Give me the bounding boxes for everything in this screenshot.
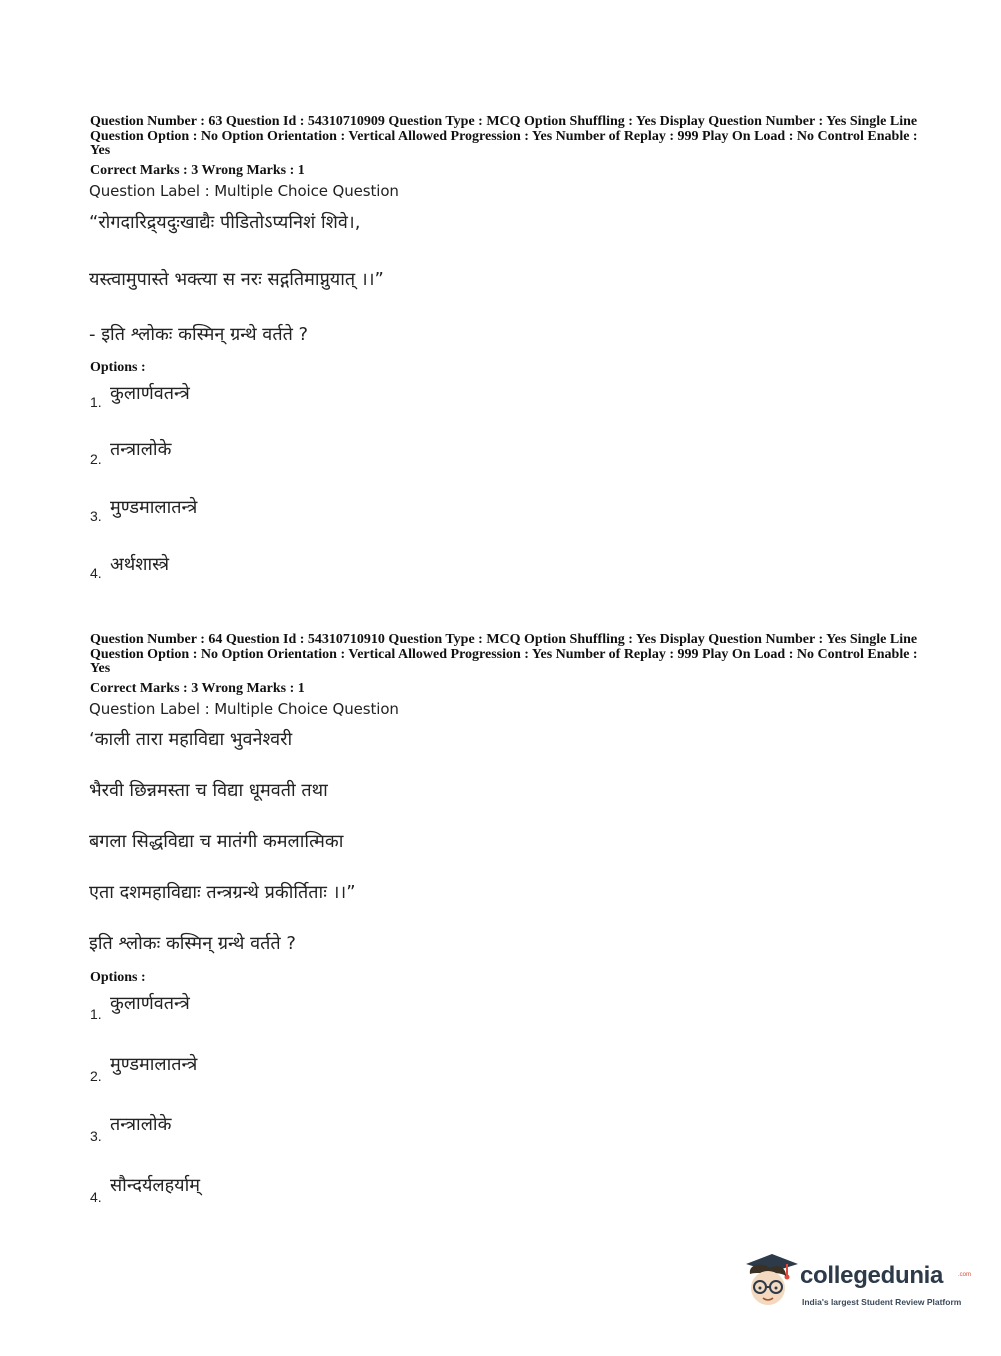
question-64-marks: Correct Marks : 3 Wrong Marks : 1 [90, 681, 305, 696]
question-63-option-2[interactable]: तन्त्रालोके [110, 439, 172, 460]
question-63-option-3-number: 3. [90, 508, 102, 524]
question-64-option-1-number: 1. [90, 1006, 102, 1022]
brand-name: collegedunia [800, 1262, 944, 1289]
question-63-line-1: “रोगदारिद्र्यदुःखाद्यैः पीडितोऽप्यनिशं शिवे।, [89, 212, 361, 233]
question-63-label: Question Label : Multiple Choice Question [89, 182, 399, 200]
question-64-option-3[interactable]: तन्त्रालोके [110, 1114, 172, 1135]
mascot-logo-icon [740, 1250, 800, 1312]
question-64-options-heading: Options : [90, 970, 146, 985]
question-64-option-4[interactable]: सौन्दर्यलहर्याम् [110, 1175, 201, 1196]
question-64-line-2: भैरवी छिन्नमस्ता च विद्या धूमवती तथा [89, 780, 328, 801]
question-64-line-5: इति श्लोकः कस्मिन् ग्रन्थे वर्तते ? [89, 933, 296, 954]
question-64-option-3-number: 3. [90, 1128, 102, 1144]
brand-suffix: .com [958, 1272, 972, 1278]
question-64-line-1: ‘काली तारा महाविद्या भुवनेश्वरी [89, 729, 293, 750]
question-63-marks: Correct Marks : 3 Wrong Marks : 1 [90, 163, 305, 178]
question-63-option-3[interactable]: मुण्डमालातन्त्रे [110, 497, 198, 518]
brand-tagline: India's largest Student Review Platform [802, 1297, 962, 1307]
question-63-option-4-number: 4. [90, 565, 102, 581]
question-63-option-4[interactable]: अर्थशास्त्रे [110, 554, 170, 575]
question-63-options-heading: Options : [90, 360, 146, 375]
question-64-line-3: बगला सिद्धविद्या च मातंगी कमलात्मिका [89, 831, 344, 852]
question-63-meta: Question Number : 63 Question Id : 54310710909 Question Type : MCQ Option Shuffling : Yes Display Question Number : Yes Single Line Question Option : No Option Orientation : Vertical Allowed Progression : Yes Number of Replay : 999 Play On Load : No Control Enable : Yes [90, 114, 918, 158]
question-64-option-1[interactable]: कुलार्णवतन्त्रे [110, 993, 190, 1014]
question-63-option-1-number: 1. [90, 394, 102, 410]
question-63-line-2: यस्त्वामुपास्ते भक्त्या स नरः सद्गतिमाप्नुयात् ।।” [89, 269, 384, 290]
question-63-option-2-number: 2. [90, 451, 102, 467]
question-63-line-3: - इति श्लोकः कस्मिन् ग्रन्थे वर्तते ? [89, 324, 309, 345]
question-64-label: Question Label : Multiple Choice Question [89, 700, 399, 718]
question-64-option-2[interactable]: मुण्डमालातन्त्रे [110, 1054, 198, 1075]
question-63-option-1[interactable]: कुलार्णवतन्त्रे [110, 383, 190, 404]
question-64-option-4-number: 4. [90, 1189, 102, 1205]
question-64-option-2-number: 2. [90, 1068, 102, 1084]
question-64-line-4: एता दशमहाविद्याः तन्त्रग्रन्थे प्रकीर्तिताः ।।” [89, 882, 356, 903]
question-64-meta: Question Number : 64 Question Id : 54310710910 Question Type : MCQ Option Shuffling : Yes Display Question Number : Yes Single Line Question Option : No Option Orientation : Vertical Allowed Progression : Yes Number of Replay : 999 Play On Load : No Control Enable : Yes [90, 632, 918, 676]
